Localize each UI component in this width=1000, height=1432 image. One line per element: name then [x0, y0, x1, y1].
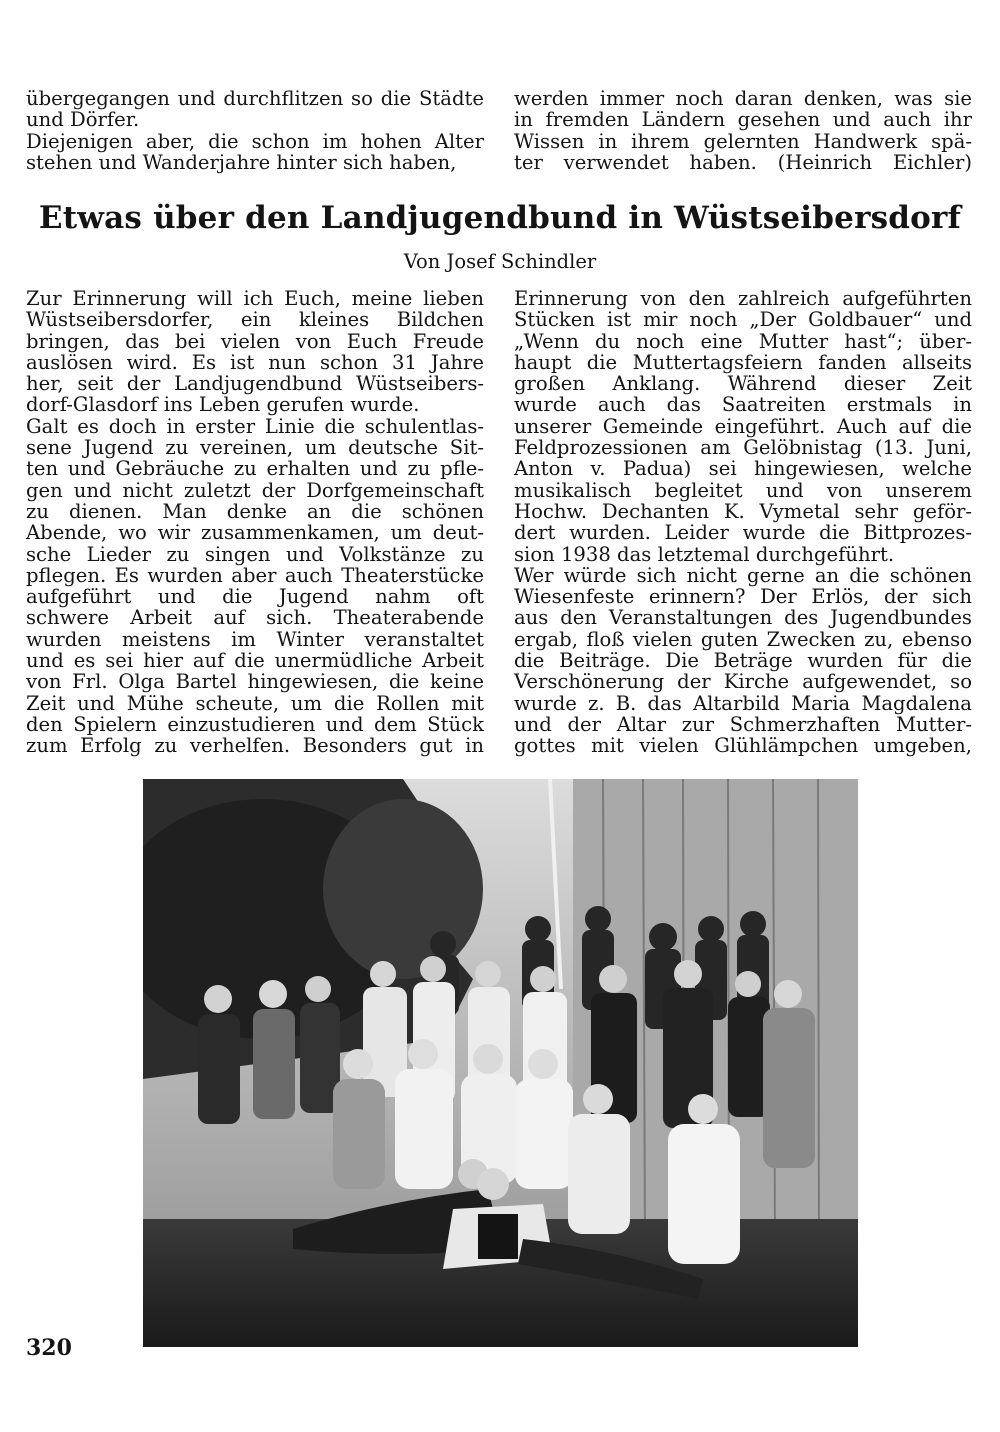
text-line: Wüstseibersdorfer, ein kleines Bildchen	[26, 308, 484, 332]
text-line: werden immer noch daran denken, was sie	[514, 87, 972, 110]
text-line: ergab, floß vielen guten Zwecken zu, ebenso	[514, 627, 972, 651]
text-line: Diejenigen aber, die schon im hohen Alter	[26, 129, 484, 153]
article-body-left-column	[26, 288, 484, 757]
text-line: stehen und Wanderjahre hinter sich haben,	[26, 150, 457, 174]
text-line: den Spielern einzustudieren und dem Stück	[26, 712, 484, 736]
text-line: gottes mit vielen Glühlämpchen umgeben,	[514, 734, 972, 758]
text-line: ten und Gebräuche zu erhalten und zu pfle-	[26, 457, 484, 481]
text-line: Stücken ist mir noch „Der Goldbauer“ und	[514, 308, 972, 332]
article-byline: Von Josef Schindler	[403, 250, 597, 273]
text-line: sion 1938 das letztemal durchgeführt.	[514, 542, 895, 566]
text-line: bringen, das bei vielen von Euch Freude	[26, 329, 484, 353]
text-line: Abende, wo wir zusammenkamen, um deut-	[26, 521, 484, 545]
text-line: Feldprozessionen am Gelöbnistag (13. Juni,	[514, 436, 972, 460]
text-line: schwere Arbeit auf sich. Theaterabende	[26, 606, 484, 630]
text-line: Zur Erinnerung will ich Euch, meine lieben	[26, 287, 484, 310]
page-number: 320	[26, 1335, 72, 1361]
text-line: Zeit und Mühe scheute, um die Rollen mit	[26, 691, 484, 715]
text-line: Hochw. Dechanten K. Vymetal sehr geför-	[514, 499, 972, 523]
text-line: unserer Gemeinde eingeführt. Auch auf die	[514, 414, 972, 438]
text-line: und der Altar zur Schmerzhaften Mutter-	[514, 712, 972, 736]
text-line: Wiesenfeste erinnern? Der Erlös, der sich	[514, 585, 972, 609]
top-right-text-column	[514, 88, 972, 173]
text-line: von Frl. Olga Bartel hingewiesen, die keine	[26, 670, 484, 694]
text-line: Verschönerung der Kirche aufgewendet, so	[514, 670, 972, 694]
text-line: sche Lieder zu singen und Volkstänze zu	[26, 542, 484, 566]
text-line: Erinnerung von den zahlreich aufgeführten	[514, 287, 972, 310]
text-line: in fremden Ländern gesehen und auch ihr	[514, 108, 972, 132]
text-line: Galt es doch in erster Linie die schulentlas-	[26, 414, 484, 438]
text-line: großen Anklang. Während dieser Zeit	[514, 372, 972, 396]
text-line: übergegangen und durchflitzen so die Städte	[26, 87, 484, 110]
text-line: Wissen in ihrem gelernten Handwerk spä-	[514, 129, 972, 153]
text-line: Wer würde sich nicht gerne an die schönen	[514, 563, 972, 587]
text-line: sene Jugend zu vereinen, um deutsche Sit-	[26, 436, 484, 460]
text-line: und es sei hier auf die unermüdliche Arbeit	[26, 649, 484, 673]
text-line: Anton v. Padua) sei hingewiesen, welche	[514, 457, 972, 481]
text-line: haupt die Muttertagsfeiern fanden allseits	[514, 350, 972, 374]
text-line: aus den Veranstaltungen des Jugendbundes	[514, 606, 972, 630]
top-left-text-column	[26, 88, 484, 173]
text-line: her, seit der Landjugendbund Wüstseibers-	[26, 372, 484, 396]
text-line: wurde z. B. das Altarbild Maria Magdalena	[514, 691, 972, 715]
group-photograph	[143, 779, 858, 1347]
text-line: aufgeführt und die Jugend nahm oft	[26, 585, 484, 609]
text-line: dorf-Glasdorf ins Leben gerufen wurde.	[26, 393, 420, 417]
text-line: auslösen wird. Es ist nun schon 31 Jahre	[26, 350, 484, 374]
text-line: ter verwendet haben. (Heinrich Eichler)	[514, 150, 972, 174]
article-body-right-column	[514, 288, 972, 757]
text-line: „Wenn du noch eine Mutter hast“; über-	[514, 329, 972, 353]
text-line: wurden meistens im Winter veranstaltet	[26, 627, 484, 651]
text-line: und Dörfer.	[26, 108, 140, 132]
text-line: zu dienen. Man denke an die schönen	[26, 499, 484, 523]
text-line: musikalisch begleitet und von unserem	[514, 478, 972, 502]
text-line: zum Erfolg zu verhelfen. Besonders gut in	[26, 734, 484, 758]
article-title: Etwas über den Landjugendbund in Wüstseibersdorf	[38, 200, 962, 236]
text-line: dert wurden. Leider wurde die Bittprozes-	[514, 521, 972, 545]
text-line: gen und nicht zuletzt der Dorfgemeinschaft	[26, 478, 484, 502]
text-line: die Beiträge. Die Beträge wurden für die	[514, 649, 972, 673]
text-line: pflegen. Es wurden aber auch Theaterstücke	[26, 563, 484, 587]
text-line: wurde auch das Saatreiten erstmals in	[514, 393, 972, 417]
group-photo-illustration	[143, 779, 858, 1347]
